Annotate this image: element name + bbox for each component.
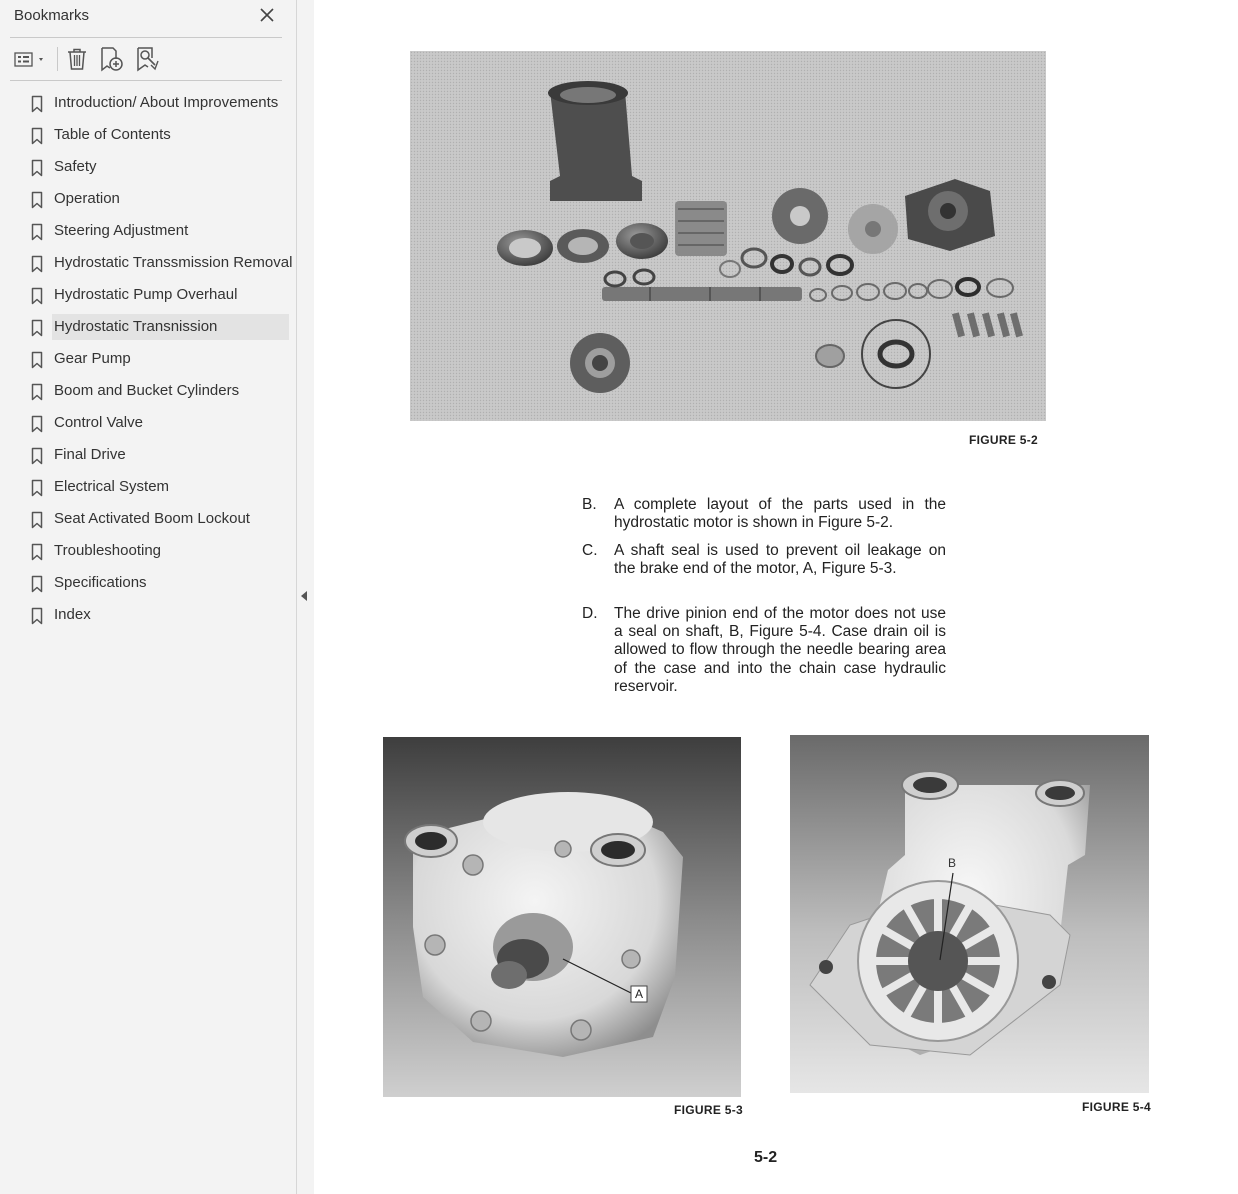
bookmark-icon xyxy=(31,447,43,470)
paragraph-c xyxy=(582,542,946,598)
bookmark-label: Troubleshooting xyxy=(54,542,162,559)
divider xyxy=(10,80,282,81)
figure-5-3-caption: FIGURE 5-3 xyxy=(674,1103,744,1117)
bookmark-label: Safety xyxy=(54,158,97,175)
paragraph-text: The drive pinion end of the motor does not use a seal on shaft, B, Figure 5-4. Case drain oil is allowed to flow through the needle bearing area of the case and into the chain case hydraulic reservoir. xyxy=(614,605,946,695)
bookmark-item[interactable] xyxy=(0,440,296,468)
bookmark-label: Boom and Bucket Cylinders xyxy=(54,382,240,399)
bookmark-icon xyxy=(31,319,43,342)
bookmark-item[interactable] xyxy=(0,280,296,308)
figure-5-2-caption: FIGURE 5-2 xyxy=(969,433,1039,447)
figure-5-4-callout: B xyxy=(948,856,957,870)
bookmark-icon xyxy=(31,159,43,182)
bookmark-item[interactable] xyxy=(0,472,296,500)
paragraph-d xyxy=(582,605,946,697)
bookmark-item[interactable] xyxy=(0,536,296,564)
bookmark-item[interactable] xyxy=(0,376,296,404)
page-number: 5-2 xyxy=(754,1149,778,1166)
figure-5-2-photo xyxy=(410,51,1046,421)
figure-5-3-callout: A xyxy=(634,987,643,1001)
bookmark-item[interactable] xyxy=(0,248,296,276)
bookmark-label: Table of Contents xyxy=(54,126,171,143)
figure-5-3-photo xyxy=(383,737,741,1097)
paragraph-letter: B. xyxy=(582,496,597,513)
bookmark-label: Electrical System xyxy=(54,478,170,495)
bookmark-label: Introduction/ About Improvements xyxy=(54,94,279,111)
bookmark-icon xyxy=(31,191,43,214)
paragraph-b xyxy=(582,496,946,534)
divider xyxy=(10,37,282,38)
bookmark-label: Seat Activated Boom Lockout xyxy=(54,510,250,527)
bookmark-label: Final Drive xyxy=(54,446,126,463)
find-bookmark-icon[interactable] xyxy=(134,46,160,72)
bookmark-label: Specifications xyxy=(54,574,147,591)
options-menu-icon[interactable] xyxy=(12,46,50,72)
document-page xyxy=(314,0,1238,1194)
bookmark-item[interactable] xyxy=(0,184,296,212)
bookmark-icon xyxy=(31,383,43,406)
bookmark-item[interactable] xyxy=(0,120,296,148)
paragraph-text: A complete layout of the parts used in the hydrostatic motor is shown in Figure 5-2. xyxy=(614,496,946,532)
bookmark-label: Steering Adjustment xyxy=(54,222,189,239)
panel-title: Bookmarks xyxy=(14,7,90,24)
paragraph-text: A shaft seal is used to prevent oil leakage on the brake end of the motor, A, Figure 5-3. xyxy=(614,542,946,578)
bookmark-icon xyxy=(31,575,43,598)
bookmark-label: Gear Pump xyxy=(54,350,131,367)
bookmark-icon xyxy=(31,351,43,374)
bookmark-item[interactable] xyxy=(0,216,296,244)
bookmark-icon xyxy=(31,479,43,502)
bookmarks-panel xyxy=(0,0,297,1194)
bookmark-label: Hydrostatic Transnission xyxy=(52,314,289,340)
add-bookmark-icon[interactable] xyxy=(98,46,126,72)
bookmark-label: Index xyxy=(54,606,91,623)
bookmark-icon xyxy=(31,607,43,630)
figure-5-4-photo xyxy=(790,735,1149,1093)
collapse-panel-icon[interactable] xyxy=(297,580,313,612)
bookmark-icon xyxy=(31,95,43,118)
bookmark-icon xyxy=(31,511,43,534)
bookmark-item[interactable] xyxy=(0,152,296,180)
bookmark-item[interactable] xyxy=(0,600,296,628)
close-icon[interactable] xyxy=(256,4,278,26)
bookmark-icon xyxy=(31,255,43,278)
bookmark-label: Operation xyxy=(54,190,120,207)
bookmark-label: Hydrostatic Pump Overhaul xyxy=(54,286,238,303)
delete-bookmark-icon[interactable] xyxy=(64,46,90,72)
bookmark-icon xyxy=(31,127,43,150)
bookmark-item[interactable] xyxy=(0,504,296,532)
bookmark-icon xyxy=(31,415,43,438)
bookmark-label: Control Valve xyxy=(54,414,143,431)
bookmark-item[interactable] xyxy=(0,408,296,436)
bookmark-icon xyxy=(31,287,43,310)
paragraph-letter: C. xyxy=(582,542,598,559)
bookmark-icon xyxy=(31,543,43,566)
bookmark-item[interactable] xyxy=(0,88,296,116)
figure-5-4-caption: FIGURE 5-4 xyxy=(1082,1100,1152,1114)
toolbar-separator xyxy=(57,47,58,71)
bookmark-item[interactable] xyxy=(0,568,296,596)
bookmark-item[interactable] xyxy=(0,344,296,372)
bookmark-item[interactable] xyxy=(0,312,296,340)
bookmark-icon xyxy=(31,223,43,246)
bookmark-label: Hydrostatic Transsmission Removal xyxy=(54,254,293,271)
paragraph-letter: D. xyxy=(582,605,598,622)
